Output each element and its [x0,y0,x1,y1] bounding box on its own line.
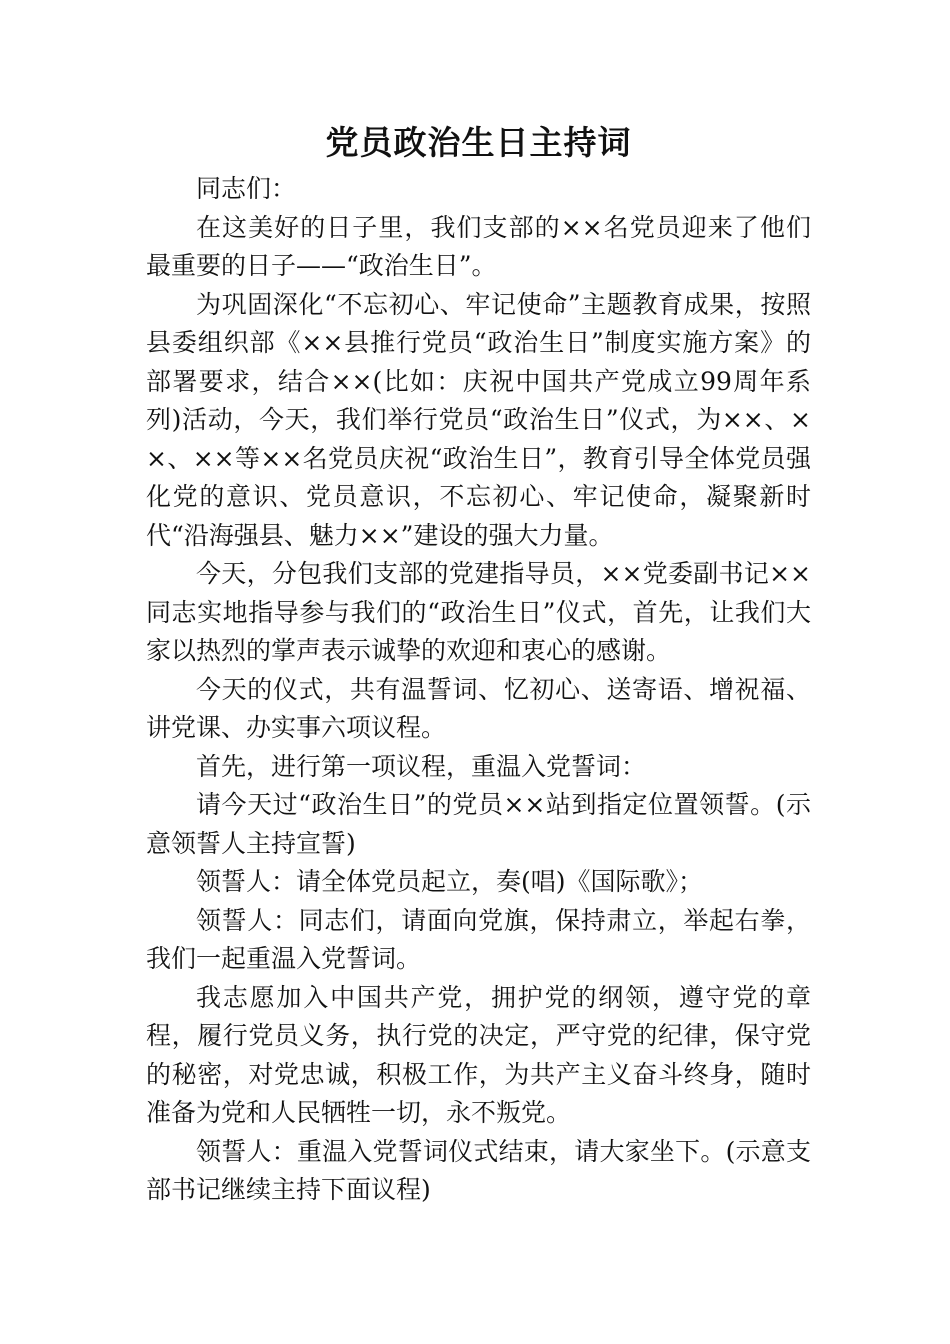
paragraph-greeting: 同志们： [196,174,297,203]
paragraph-oath-end: 领誓人：重温入党誓词仪式结束，请大家坐下。(示意支部书记继续主持下面议程) [146,1136,811,1204]
paragraph-anthem: 领誓人：请全体党员起立，奏(唱)《国际歌》； [196,867,704,896]
document-title: 党员政治生日主持词 [325,123,632,162]
paragraph-agenda: 今天的仪式，共有温誓词、忆初心、送寄语、增祝福、讲党课、办实事六项议程。 [146,674,811,742]
paragraph-purpose: 为巩固深化“不忘初心、牢记使命”主题教育成果，按照县委组织部《××县推行党员“政治生日”制度实施方案》的部署要求，结合××(比如：庆祝中国共产党成立99周年系列)活动，今天，我们举行党员“政治生日”仪式，为××、××、××等××名党员庆祝“政治生日”，教育引导全体党员强化党的意识、党员意识，不忘初心、牢记使命，凝聚新时代“沿海强县、魅力××”建设的强大力量。 [146,289,811,550]
paragraph-face-flag: 领誓人：同志们，请面向党旗，保持肃立，举起右拳，我们一起重温入党誓词。 [146,905,811,973]
paragraph-guest-welcome: 今天，分包我们支部的党建指导员，××党委副书记××同志实地指导参与我们的“政治生日”仪式，首先，让我们大家以热烈的掌声表示诚挚的欢迎和衷心的感谢。 [146,559,811,665]
paragraph-first-item: 首先，进行第一项议程，重温入党誓词： [196,751,647,781]
paragraph-oath-leader-call: 请今天过“政治生日”的党员××站到指定位置领誓。(示意领誓人主持宣誓) [146,790,811,858]
paragraph-oath-text: 我志愿加入中国共产党，拥护党的纲领，遵守党的章程，履行党员义务，执行党的决定，严守党的纪律，保守党的秘密，对党忠诚，积极工作，为共产主义奋斗终身，随时准备为党和人民牺牲一切，永不叛党。 [146,982,811,1127]
document-page [146,120,811,1210]
paragraph-opening: 在这美好的日子里，我们支部的××名党员迎来了他们最重要的日子——“政治生日”。 [146,212,811,280]
